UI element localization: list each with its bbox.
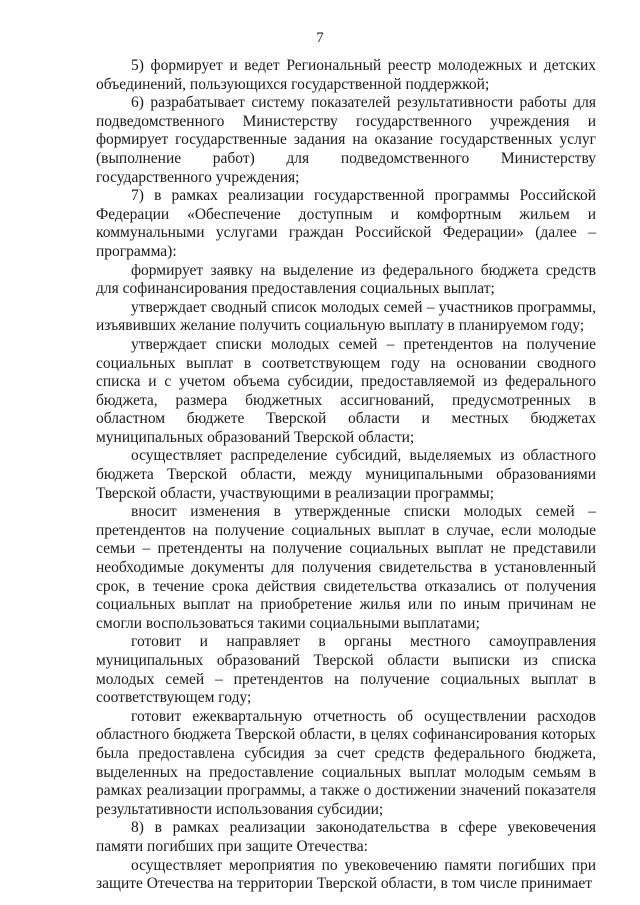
- page-number: 7: [316, 30, 324, 46]
- paragraph-item-6: 6) разрабатывает систему показателей результативности работы для подведомственного Министерству государственного учреждения и формирует государственные задания на оказание государственных услуг (выполнение работ) для подведомственного Министерству государственного учреждения;: [96, 94, 596, 186]
- paragraph-item-8: 8) в рамках реализации законодательства в сфере увековечения памяти погибших при защите Отечества:: [96, 819, 596, 855]
- paragraph-subsidy-distribution: осуществляет распределение субсидий, выделяемых из областного бюджета Тверской области, между муниципальными образованиями Тверской области, участвующими в реализации программы;: [96, 447, 596, 502]
- paragraph-memorial-activities: осуществляет мероприятия по увековечению памяти погибших при защите Отечества на территории Тверской области, в том числе принимает: [96, 856, 596, 893]
- paragraph-request-funds: формирует заявку на выделение из федерального бюджета средств для софинансирования предоставления социальных выплат;: [96, 261, 596, 298]
- document-body: [96, 57, 596, 894]
- paragraph-item-7: 7) в рамках реализации государственной программы Российской Федерации «Обеспечение доступным и комфортным жильем и коммунальными услугами граждан Российской Федерации» (далее – программа):: [96, 187, 596, 260]
- paragraph-quarterly-report: готовит ежеквартальную отчетность об осуществлении расходов областного бюджета Тверской области, в целях софинансирования которых была предоставлена субсидия за счет средств федерального бюджета, выделенных на предоставление социальных выплат молодым семьям в рамках реализации программы, а также о достижении значений показателя результативности использования субсидии;: [96, 707, 596, 818]
- paragraph-item-5: 5) формирует и ведет Региональный реестр молодежных и детских объединений, пользующихся государственной поддержкой;: [96, 57, 596, 93]
- paragraph-list-extracts: готовит и направляет в органы местного самоуправления муниципальных образований Тверской области выписки из списка молодых семей – претендентов на получение социальных выплат в соответствующем году;: [96, 633, 596, 707]
- paragraph-consolidated-list: утверждает сводный список молодых семей – участников программы, изъявивших желание получить социальную выплату в планируемом году;: [96, 298, 596, 335]
- paragraph-applicant-lists: утверждает списки молодых семей – претендентов на получение социальных выплат в соответствующем году на основании сводного списка и с учетом объема субсидии, предоставляемой из федерального бюджета, размера бюджетных ассигнований, предусмотренных в областном бюджете Тверской области и местных бюджетах муниципальных образований Тверской области;: [96, 335, 596, 446]
- paragraph-list-changes: вносит изменения в утвержденные списки молодых семей – претендентов на получение социальных выплат в случае, если молодые семьи – претенденты на получение социальных выплат не представили необходимые документы для получения свидетельства в установленный срок, в течение срока действия свидетельства отказались от получения социальных выплат на приобретение жилья или по иным причинам не смогли воспользоваться такими социальными выплатами;: [96, 503, 596, 632]
